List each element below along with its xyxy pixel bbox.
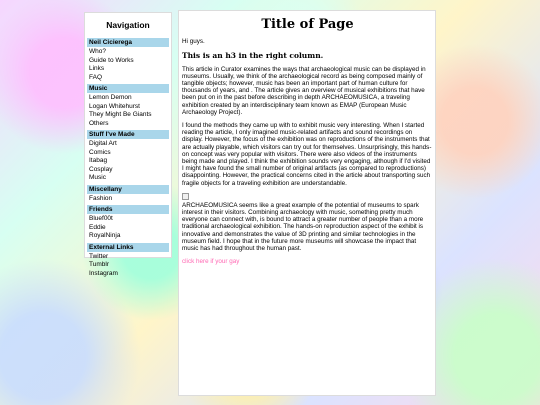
article-paragraph-3: ARCHAEOMUSICA seems like a great example of the potential of museums to spark interest in their visitors. Combining archaeology with music, something pretty much everyone can connect with, is bound to attract a greater number of people than a more traditional archaeological exhibition. The hands-on reproduction aspect of the exhibit is innovative and demonstrates the value of 3D printing and similar technologies in the museum field. I hope that in the future more museums will showcase the impact that music has had throughout the human past. — [182, 201, 424, 253]
main-content — [178, 10, 436, 396]
nav-link-logan-whitehurst[interactable]: Logan Whitehurst — [89, 102, 140, 110]
nav-link-links[interactable]: Links — [89, 65, 105, 72]
nav-link-comics[interactable]: Comics — [89, 148, 111, 156]
nav-link-lemon-demon[interactable]: Lemon Demon — [89, 94, 132, 101]
nav-link-royalninja[interactable]: RoyalNinja — [89, 232, 121, 239]
nav-link-who[interactable]: Who? — [89, 48, 106, 55]
nav-section-heading: External Links — [87, 243, 169, 252]
greeting-text: Hi guys. — [182, 38, 205, 46]
nav-link-cosplay[interactable]: Cosplay — [89, 165, 113, 173]
nav-link-bluef00t[interactable]: Bluef00t — [89, 215, 113, 222]
nav-section-heading: Music — [87, 84, 169, 93]
right-column-heading: This is an h3 in the right column. — [182, 51, 324, 61]
navigation-sidebar — [84, 12, 172, 277]
nav-section-heading: Stuff I've Made — [87, 130, 169, 139]
nav-link-tumblr[interactable]: Tumblr — [89, 261, 109, 268]
nav-title: Navigation — [106, 20, 150, 30]
broken-image-icon — [182, 193, 189, 200]
nav-link-guide-to-works[interactable]: Guide to Works — [89, 56, 134, 64]
nav-section-heading: Friends — [87, 205, 169, 214]
footer-link[interactable]: click here if your gay — [182, 258, 240, 266]
nav-link-music[interactable]: Music — [89, 174, 106, 181]
nav-link-tmbg[interactable]: They Might Be Giants — [89, 111, 152, 118]
nav-link-others[interactable]: Others — [89, 119, 109, 127]
nav-link-faq[interactable]: FAQ — [89, 73, 103, 81]
nav-section-heading: Neil Cicierega — [87, 38, 169, 47]
nav-section-heading: Miscellany — [87, 185, 169, 194]
nav-link-eddie[interactable]: Eddie — [89, 223, 106, 231]
article-paragraph-1: This article in Curator examines the ways that archaeological music can be displayed in museums. Usually, we think of the archaeological record as being composed mainly of tangible objects; however, music has been an important part of human culture for thousands of years, and . The article gives an overview of musical exhibitions that have been put on in the past before describing in depth ARCHAEOMUSICA, a traveling exhibition created by an interdisciplinary team known as EMAP (European Music Archaeology Project). — [182, 65, 426, 116]
nav-link-fashion[interactable]: Fashion — [89, 194, 113, 202]
nav-link-twitter[interactable]: Twitter — [89, 252, 109, 260]
nav-link-instagram[interactable]: Instagram — [89, 269, 118, 277]
page-title: Title of Page — [261, 17, 354, 32]
nav-link-itabag[interactable]: Itabag — [89, 157, 108, 164]
article-paragraph-2: I found the methods they came up with to exhibit music very interesting. When I started reading the article, I only imagined music-related artifacts and sound recordings on display. However, the focus of the exhibition was on reproductions of the instruments that are actually playable, which visitors can try out for themselves. Unsurprisingly, this hands-on concept was very popular with visitors. There were also videos of the instruments being made and played. I think the exhibition sounds very engaging, although if I'd visited I might have found the small number of original artifacts (as compared to reproductions) disappointing. However, the practical concerns cited in the article about transporting such fragile objects for a traveling exhibition are understandable. — [182, 122, 432, 187]
nav-link-digital-art[interactable]: Digital Art — [89, 140, 117, 147]
